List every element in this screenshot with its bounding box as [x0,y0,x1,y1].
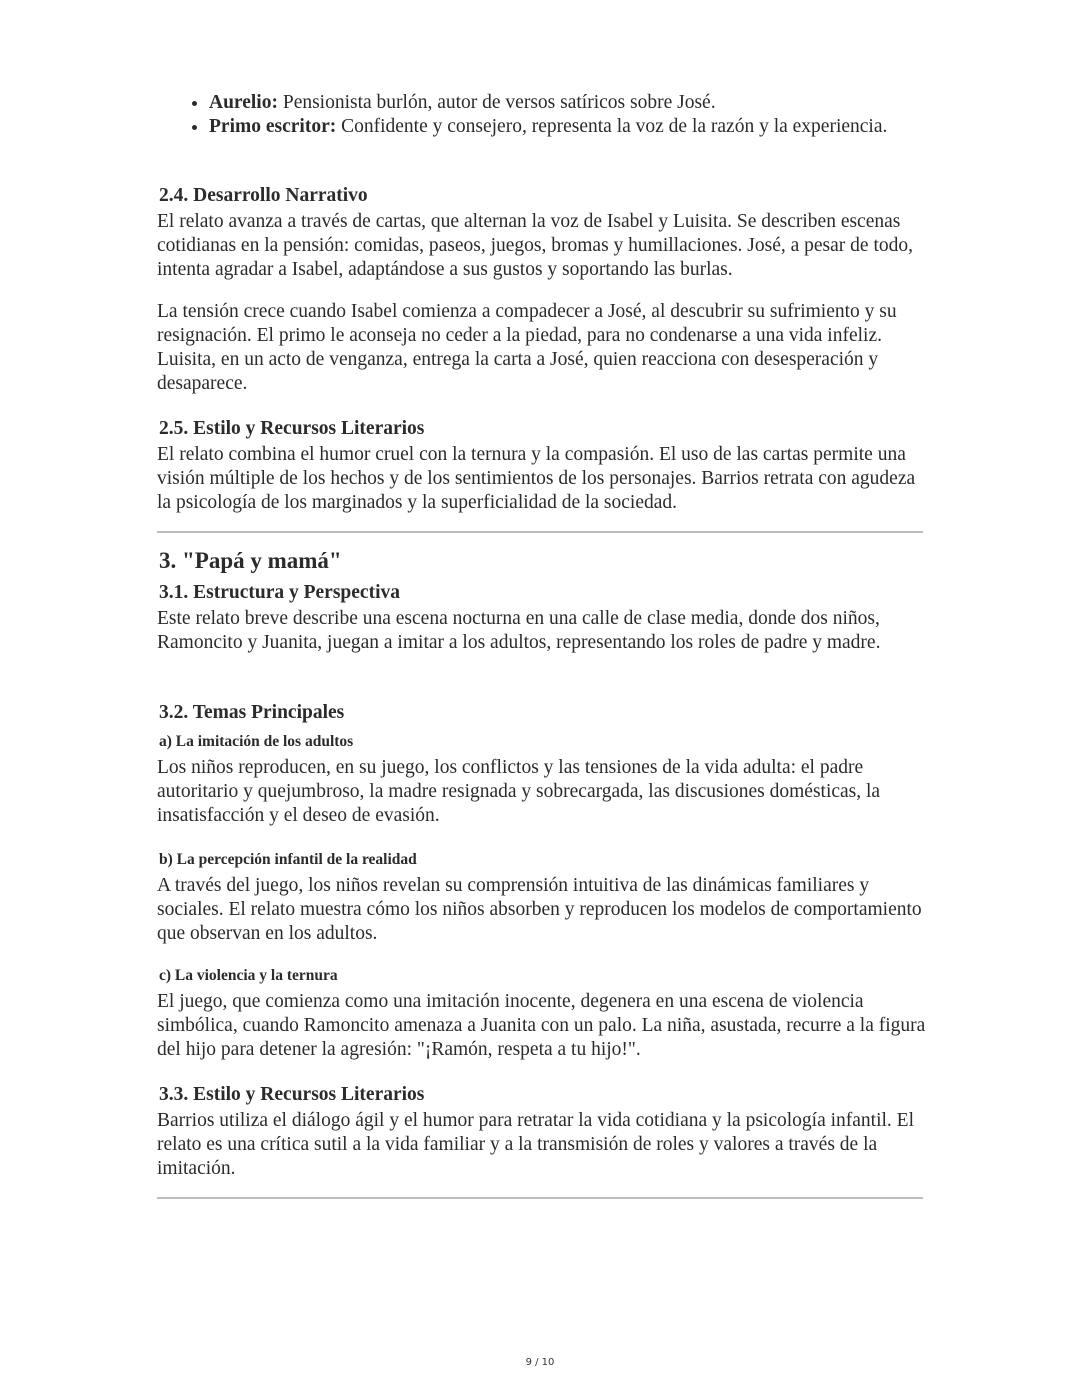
section-3-2 [157,701,927,1062]
section-heading: 2.5. Estilo y Recursos Literarios [159,418,425,439]
section-2-5 [157,417,927,515]
section-heading: 3.1. Estructura y Perspectiva [159,582,400,603]
paragraph: Barrios utiliza el diálogo ágil y el humor para retratar la vida cotidiana y la psicología infantil. El relato es una crítica sutil a la vida familiar y a la transmisión de roles y valores a través de la imitación. [157,1110,914,1179]
paragraph: La tensión crece cuando Isabel comienza a compadecer a José, al descubrir su sufrimiento y su resignación. El primo le aconseja no ceder a la piedad, para no condenarse a una vida infeliz. Luisita, en un acto de venganza, entrega la carta a José, quien reacciona con desesperación y desaparece. [157,301,897,394]
list-item [209,115,927,139]
divider [157,531,923,533]
paragraph: A través del juego, los niños revelan su comprensión intuitiva de las dinámicas familiares y sociales. El relato muestra cómo los niños absorben y reproducen los modelos de comportamiento que observan en los adultos. [157,875,922,944]
paragraph: El relato combina el humor cruel con la ternura y la compasión. El uso de las cartas permite una visión múltiple de los hechos y de los sentimientos de los personajes. Barrios retrata con agudeza la psicología de los marginados y la superficialidad de la sociedad. [157,444,916,513]
description: Confidente y consejero, representa la voz de la razón y la experiencia. [336,116,888,137]
section-heading: 2.4. Desarrollo Narrativo [159,185,368,206]
section-3 [157,547,927,655]
term: Aurelio: [209,92,278,113]
subsection-heading: c) La violencia y la ternura [159,967,338,984]
divider [157,1197,923,1199]
paragraph: El juego, que comienza como una imitación inocente, degenera en una escena de violencia simbólica, cuando Ramoncito amenaza a Juanita con un palo. La niña, asustada, recurre a la figura del hijo para detener la agresión: "¡Ramón, respeta a tu hijo!". [157,991,926,1060]
section-2-4 [157,184,927,396]
subsection-heading: a) La imitación de los adultos [159,733,354,750]
section-3-3 [157,1083,927,1181]
term: Primo escritor: [209,116,337,137]
paragraph: Los niños reproducen, en su juego, los conflictos y las tensiones de la vida adulta: el padre autoritario y quejumbroso, la madre resignada y sobrecargada, las discusiones domésticas, la insatisfacción y el deseo de evasión. [157,757,881,826]
page-number: 9 / 10 [525,1357,555,1368]
list-item [209,91,927,115]
section-heading: 3.3. Estilo y Recursos Literarios [159,1084,425,1105]
chapter-heading: 3. "Papá y mamá" [159,548,342,573]
section-heading: 3.2. Temas Principales [159,702,345,723]
character-list [157,91,927,139]
paragraph: El relato avanza a través de cartas, que alternan la voz de Isabel y Luisita. Se describen escenas cotidianas en la pensión: comidas, paseos, juegos, bromas y humillaciones. José, a pesar de todo, intenta agradar a Isabel, adaptándose a sus gustos y soportando las burlas. [157,211,913,280]
subsection-heading: b) La percepción infantil de la realidad [159,851,417,868]
description: Pensionista burlón, autor de versos satíricos sobre José. [277,92,716,113]
paragraph: Este relato breve describe una escena nocturna en una calle de clase media, donde dos niños, Ramoncito y Juanita, juegan a imitar a los adultos, representando los roles de padre y madre. [157,608,881,653]
